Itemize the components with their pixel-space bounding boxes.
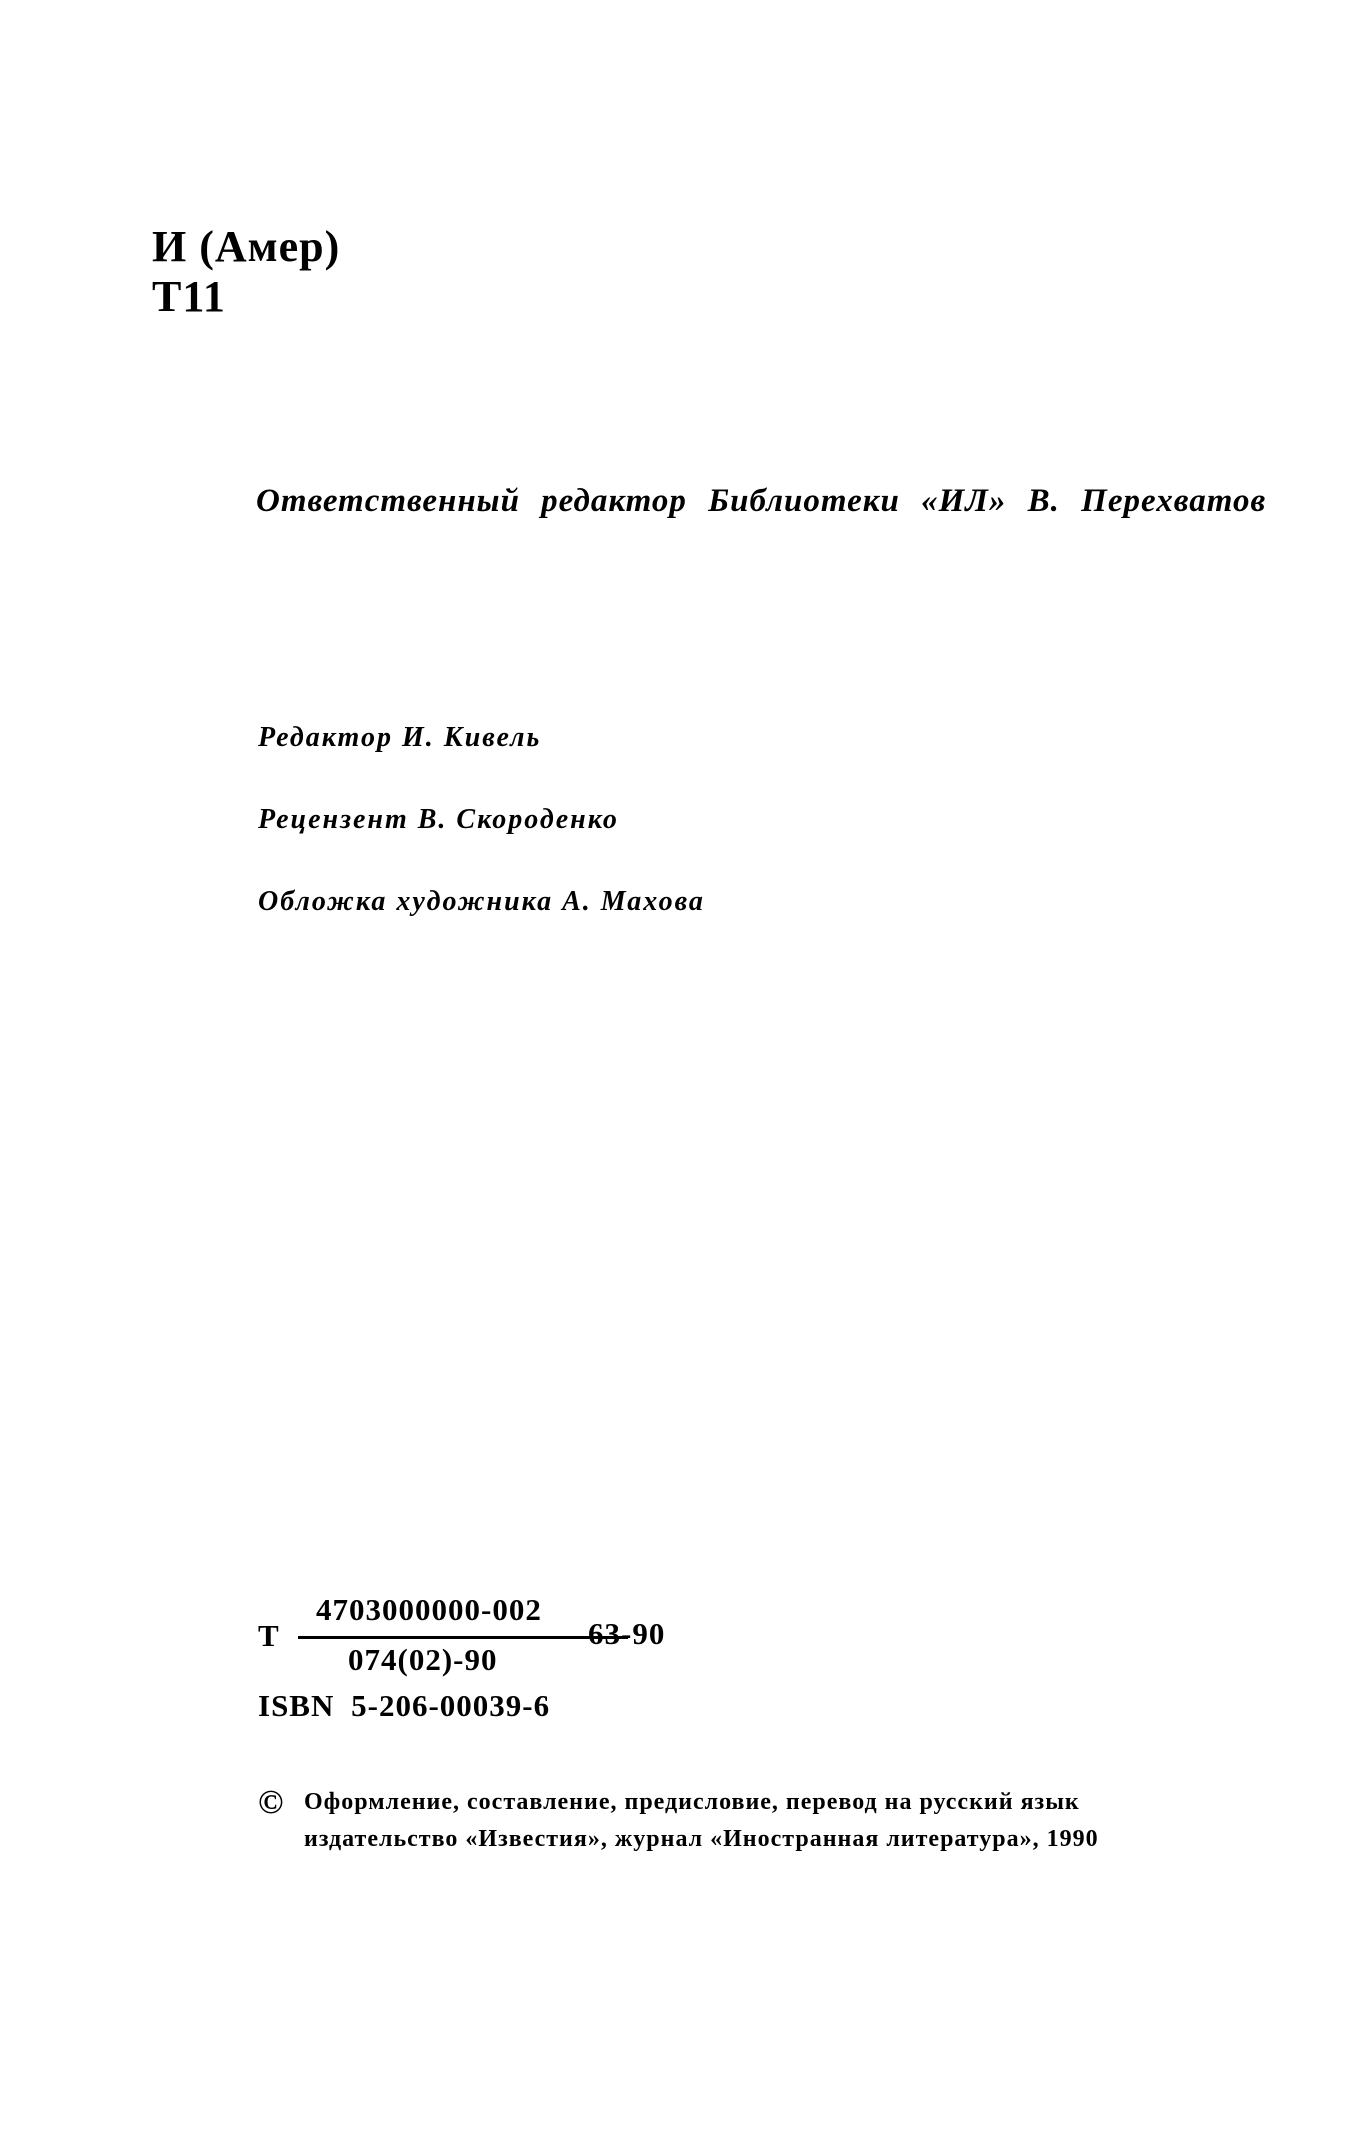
cover-artist-credit: Обложка художника А. Махова bbox=[258, 886, 705, 917]
isbn: ISBN 5-206-00039-6 bbox=[258, 1688, 551, 1723]
responsible-editor: Ответственный редактор Библиотеки «ИЛ» В. Перехватов bbox=[256, 483, 1267, 519]
classification-line-1: И (Амер) bbox=[152, 222, 341, 271]
library-classification bbox=[152, 222, 340, 322]
publication-code-series: 63-90 bbox=[588, 1616, 666, 1651]
fraction-bar bbox=[298, 1636, 628, 1639]
reviewer-credit: Рецензент В. Скороденко bbox=[258, 804, 619, 835]
editor-credit: Редактор И. Кивель bbox=[258, 722, 542, 753]
copyright-icon: © bbox=[258, 1784, 285, 1821]
credits-block bbox=[258, 722, 705, 968]
publication-code-numerator: 4703000000-002 bbox=[316, 1592, 542, 1627]
publication-code-denominator: 074(02)-90 bbox=[348, 1642, 498, 1677]
publication-code-letter: Т bbox=[258, 1618, 279, 1653]
copyright-text bbox=[304, 1784, 1099, 1858]
classification-line-2: Т11 bbox=[152, 272, 226, 321]
copyright-line-2: издательство «Известия», журнал «Иностранная литература», 1990 bbox=[304, 1826, 1099, 1852]
copyright-line-1: Оформление, составление, предисловие, перевод на русский язык bbox=[304, 1789, 1080, 1815]
